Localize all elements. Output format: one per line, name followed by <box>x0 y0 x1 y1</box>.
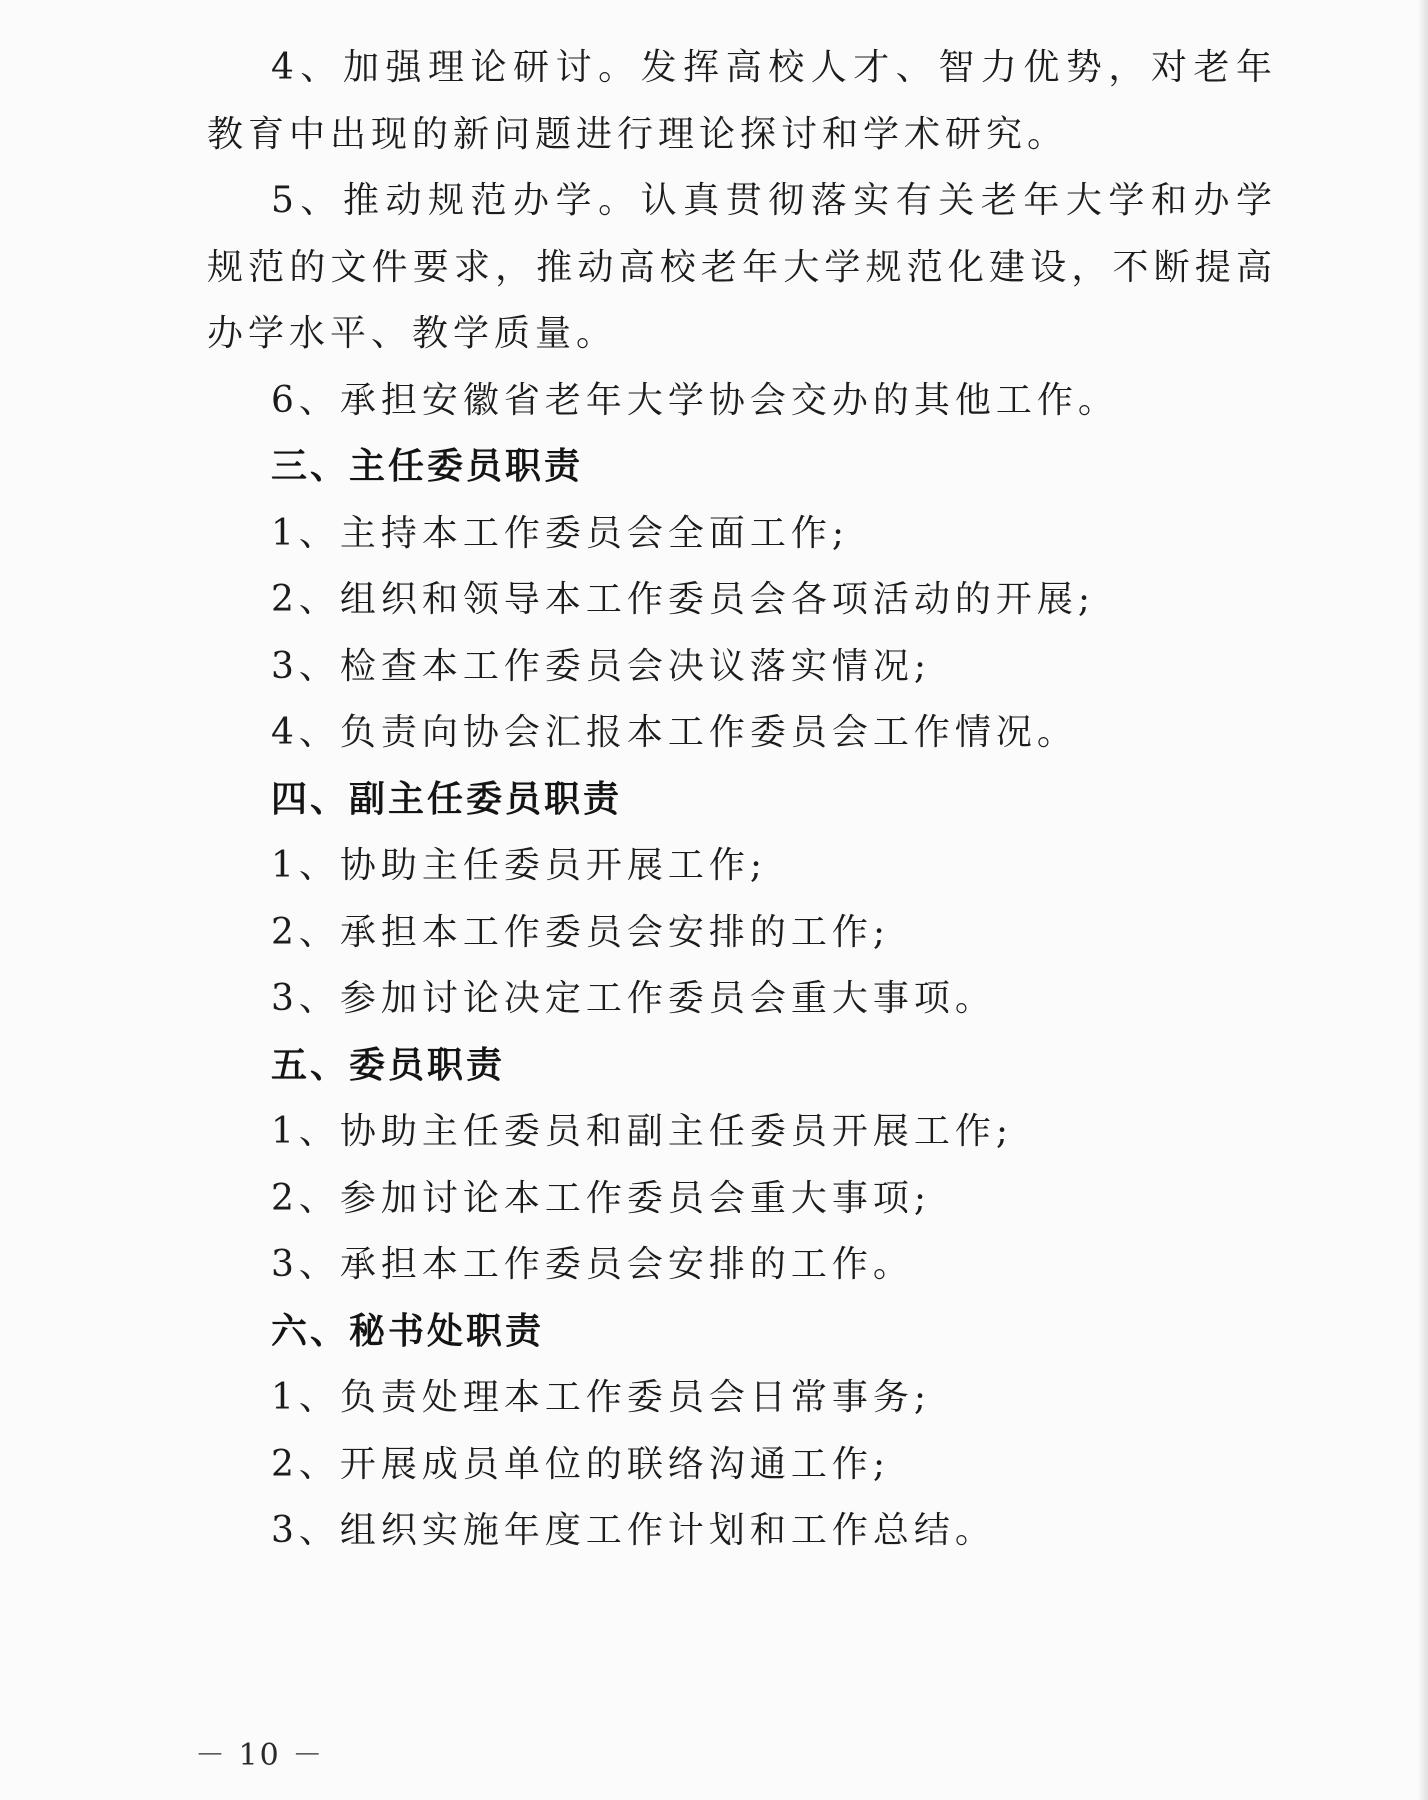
section-heading: 五、委员职责 <box>271 1044 506 1086</box>
page-edge-shadow <box>1418 0 1428 1800</box>
list-item: 3、承担本工作委员会安排的工作。 <box>271 1244 914 1285</box>
paragraph-4-theory-research: 4、加强理论研讨。发挥高校人才、智力优势，对老年教育中出现的新问题进行理论探讨和学术研究。 <box>207 47 1277 155</box>
section-director-duties <box>207 434 1277 767</box>
section-heading: 六、秘书处职责 <box>271 1310 545 1352</box>
section-heading: 三、主任委员职责 <box>271 446 584 487</box>
list-item: 1、协助主任委员开展工作; <box>271 845 768 886</box>
list-item: 1、协助主任委员和副主任委员开展工作; <box>271 1111 1014 1152</box>
section-deputy-director-duties <box>207 767 1277 1033</box>
list-item: 2、承担本工作委员会安排的工作; <box>271 911 891 953</box>
section-member-duties <box>207 1033 1277 1299</box>
list-item: 2、开展成员单位的联络沟通工作; <box>271 1443 891 1485</box>
page-number: － 10 － <box>195 1738 325 1773</box>
section-heading: 四、副主任委员职责 <box>271 778 623 820</box>
paragraph-6-other-work: 6、承担安徽省老年大学协会交办的其他工作。 <box>271 379 1119 421</box>
list-item: 4、负责向协会汇报本工作委员会工作情况。 <box>271 712 1078 753</box>
section-secretariat-duties <box>207 1299 1277 1565</box>
list-item: 3、组织实施年度工作计划和工作总结。 <box>271 1510 996 1551</box>
list-item: 1、负责处理本工作委员会日常事务; <box>271 1377 932 1418</box>
list-item: 2、参加讨论本工作委员会重大事项; <box>271 1177 932 1219</box>
document-body <box>207 35 1277 1565</box>
list-item: 3、检查本工作委员会决议落实情况; <box>271 645 932 687</box>
list-item: 1、主持本工作委员会全面工作; <box>271 512 850 554</box>
list-item: 3、参加讨论决定工作委员会重大事项。 <box>271 978 996 1019</box>
paragraph-5-standardized-schooling: 5、推动规范办学。认真贯彻落实有关老年大学和办学规范的文件要求，推动高校老年大学规范化建设，不断提高办学水平、教学质量。 <box>207 180 1277 354</box>
list-item: 2、组织和领导本工作委员会各项活动的开展; <box>271 579 1096 620</box>
